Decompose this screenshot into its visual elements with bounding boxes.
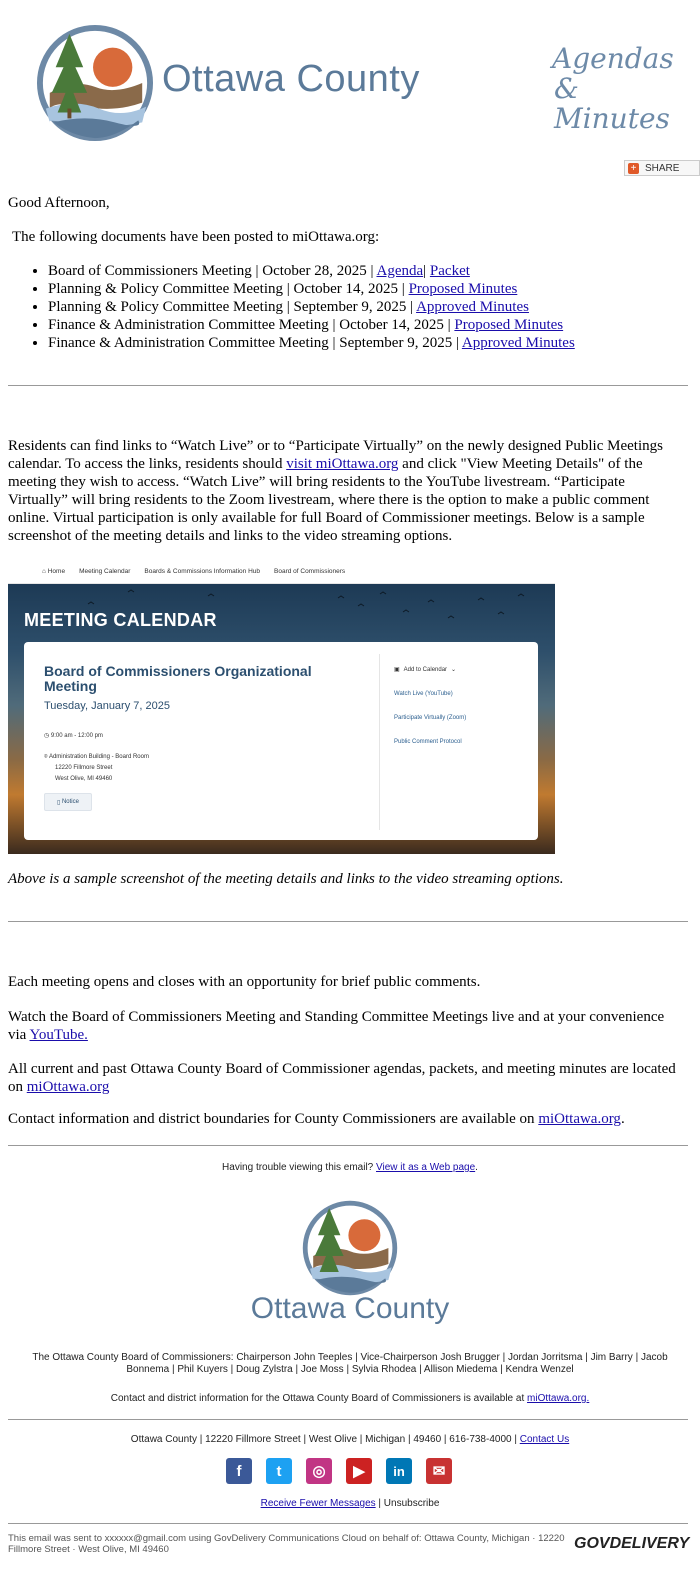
document-list [8, 262, 575, 352]
share-button[interactable] [624, 160, 700, 176]
list-item [48, 298, 575, 316]
doc-text: Board of Commissioners Meeting | October 28, 2025 | [48, 263, 377, 279]
email-icon[interactable]: ✉ [426, 1458, 452, 1484]
meeting-date: Tuesday, January 7, 2025 [44, 700, 170, 712]
contact-us-link[interactable]: Contact Us [519, 1434, 570, 1445]
county-address: Ottawa County | 12220 Fillmore Street | West Olive | Michigan | 49460 | 616-738-4000 | Contact Us [130, 1434, 570, 1445]
youtube-paragraph: Watch the Board of Commissioners Meeting and Standing Committee Meetings live and at your convenience via YouTube. [8, 1009, 665, 1043]
notice-button: ▯ Notice [44, 793, 92, 811]
youtube-link[interactable]: YouTube. [29, 1027, 88, 1043]
greeting: Good Afternoon, [8, 195, 110, 211]
minutes-link[interactable]: Approved Minutes [461, 335, 575, 351]
contact-paragraph: Contact information and district boundaries for County Commissioners are available on miOttawa.org. [8, 1111, 625, 1127]
twitter-icon[interactable]: t [266, 1458, 292, 1484]
agendas-minutes-tagline [552, 44, 700, 134]
linkedin-icon[interactable]: in [386, 1458, 412, 1484]
meeting-card [24, 642, 538, 840]
divider [8, 1145, 688, 1146]
list-item [48, 316, 575, 334]
trouble-viewing: Having trouble viewing this email? View it as a Web page. [222, 1162, 478, 1173]
divider [8, 1523, 688, 1524]
agendas-paragraph: All current and past Ottawa County Board of Commissioner agendas, packets, and meeting minutes are located on miOttawa.org [8, 1061, 676, 1095]
meeting-title: Board of Commissioners Organizational Meeting [44, 663, 312, 694]
youtube-icon[interactable]: ▶ [346, 1458, 372, 1484]
minutes-link[interactable]: Approved Minutes [416, 299, 529, 315]
doc-separator: | [423, 263, 430, 279]
doc-text: Planning & Policy Committee Meeting | October 14, 2025 | [48, 281, 409, 297]
footer-brand: Ottawa County [250, 1292, 450, 1325]
hero-title: MEETING CALENDAR [24, 610, 217, 630]
protocol-link: Public Comment Protocol [394, 739, 462, 745]
doc-text: Finance & Administration Committee Meeting | September 9, 2025 | [48, 335, 462, 351]
minutes-link[interactable]: Proposed Minutes [408, 281, 518, 297]
home-icon: ⌂ Home [42, 568, 66, 575]
intro-text: The following documents have been posted to miOttawa.org: [12, 229, 380, 245]
screenshot-nav [8, 560, 555, 584]
list-item [48, 334, 575, 352]
tagline-line2: & Minutes [554, 72, 670, 135]
card-divider [379, 654, 380, 830]
participate-link: Participate Virtually (Zoom) [394, 715, 467, 721]
instagram-icon[interactable]: ◎ [306, 1458, 332, 1484]
nav-item: Meeting Calendar [79, 568, 131, 575]
doc-text: Finance & Administration Committee Meeting | October 14, 2025 | [48, 317, 455, 333]
social-links [226, 1458, 452, 1484]
ottawa-county-logo-icon [36, 24, 154, 142]
doc-text: Planning & Policy Committee Meeting | September 9, 2025 | [48, 299, 417, 315]
address-line: 12220 Fillmore Street [55, 765, 113, 771]
agenda-link[interactable]: Agenda [376, 263, 424, 279]
packet-link[interactable]: Packet [429, 263, 470, 279]
list-item [48, 262, 575, 280]
govdelivery-logo: GOVDELIVERY [574, 1535, 690, 1552]
location-pin-icon: ⌾ [44, 754, 49, 760]
screenshot-hero [8, 584, 555, 854]
meeting-links [394, 666, 466, 745]
meeting-time: ◷ 9:00 am - 12:00 pm [44, 733, 103, 739]
watch-live-link: Watch Live (YouTube) [394, 691, 453, 697]
residents-paragraph [8, 437, 688, 545]
miottawa-link[interactable]: miOttawa.org. [527, 1393, 590, 1404]
minutes-link[interactable]: Proposed Minutes [454, 317, 564, 333]
document-icon: ▯ [57, 799, 62, 806]
sent-to-note: This email was sent to xxxxxx@gmail.com using GovDelivery Communications Cloud on behalf of: Ottawa County, Michigan · 12220 Fillmore Street · West Olive, MI 49460 [8, 1533, 565, 1555]
divider [8, 1419, 688, 1420]
unsubscribe-text: | Unsubscribe [375, 1498, 440, 1509]
visit-miottawa-link[interactable]: visit miOttawa.org [286, 456, 399, 472]
chevron-down-icon: ⌄ [451, 667, 457, 673]
clock-icon: ◷ [44, 733, 51, 739]
residents-text: Residents can find links to “Watch Live” or to “Participate Virtually” on the newly designed Public Meetings calendar. To access the links, residents should [8, 438, 663, 472]
meeting-address: ⌾ Administration Building - Board Room 12220 Fillmore Street West Olive, MI 49460 [44, 752, 149, 785]
divider [8, 385, 688, 386]
web-page-link[interactable]: View it as a Web page [376, 1162, 476, 1173]
email-header [0, 0, 700, 160]
public-comments-text: Each meeting opens and closes with an opportunity for brief public comments. [8, 974, 481, 990]
plus-icon: + [628, 163, 639, 174]
board-members: The Ottawa County Board of Commissioners: Chairperson John Teeples | Vice-Chairperson Josh Brugger | Jordan Jorritsma | Jim Barry | Jacob Bonnema | Phil Kuyers | Doug Zylstra | Joe Moss | Sylvia Rhodea | Allison Miedema | Kendra Wenzel [32, 1352, 668, 1375]
divider [8, 921, 688, 922]
facebook-icon[interactable]: f [226, 1458, 252, 1484]
nav-item: Boards & Commissions Information Hub [144, 568, 260, 575]
contact-note: Contact and district information for the Ottawa County Board of Commissioners is available at miOttawa.org. [110, 1393, 590, 1404]
calendar-icon: ▣ [394, 667, 400, 673]
miottawa-link[interactable]: miOttawa.org [538, 1111, 621, 1127]
brand-name: Ottawa County [162, 58, 420, 100]
meeting-calendar-screenshot [8, 560, 555, 854]
share-label: SHARE [645, 162, 680, 174]
tagline-line1: Agendas [552, 42, 674, 75]
residents-text-cont: and click "View Meeting Details" of the meeting they wish to access. “Watch Live” will bring residents to the YouTube livestream. “Participate Virtually” will bring residents to the Zoom livestream, where there is the option to make a public comment online. Virtual participation is only available for full Board of Commissioner meetings. Below is a sample screenshot of the meeting details and links to the video streaming options. [8, 456, 650, 544]
subscription-links [0, 1498, 700, 1509]
nav-item: Board of Commissioners [274, 568, 346, 575]
screenshot-caption: Above is a sample screenshot of the meeting details and links to the video streaming options. [8, 871, 564, 887]
receive-fewer-link[interactable]: Receive Fewer Messages [260, 1498, 376, 1509]
address-line: West Olive, MI 49460 [55, 776, 113, 782]
miottawa-link[interactable]: miOttawa.org [26, 1079, 110, 1095]
add-to-calendar: ▣ Add to Calendar ⌄ [394, 666, 457, 673]
list-item [48, 280, 575, 298]
ottawa-county-logo-icon [302, 1200, 398, 1296]
